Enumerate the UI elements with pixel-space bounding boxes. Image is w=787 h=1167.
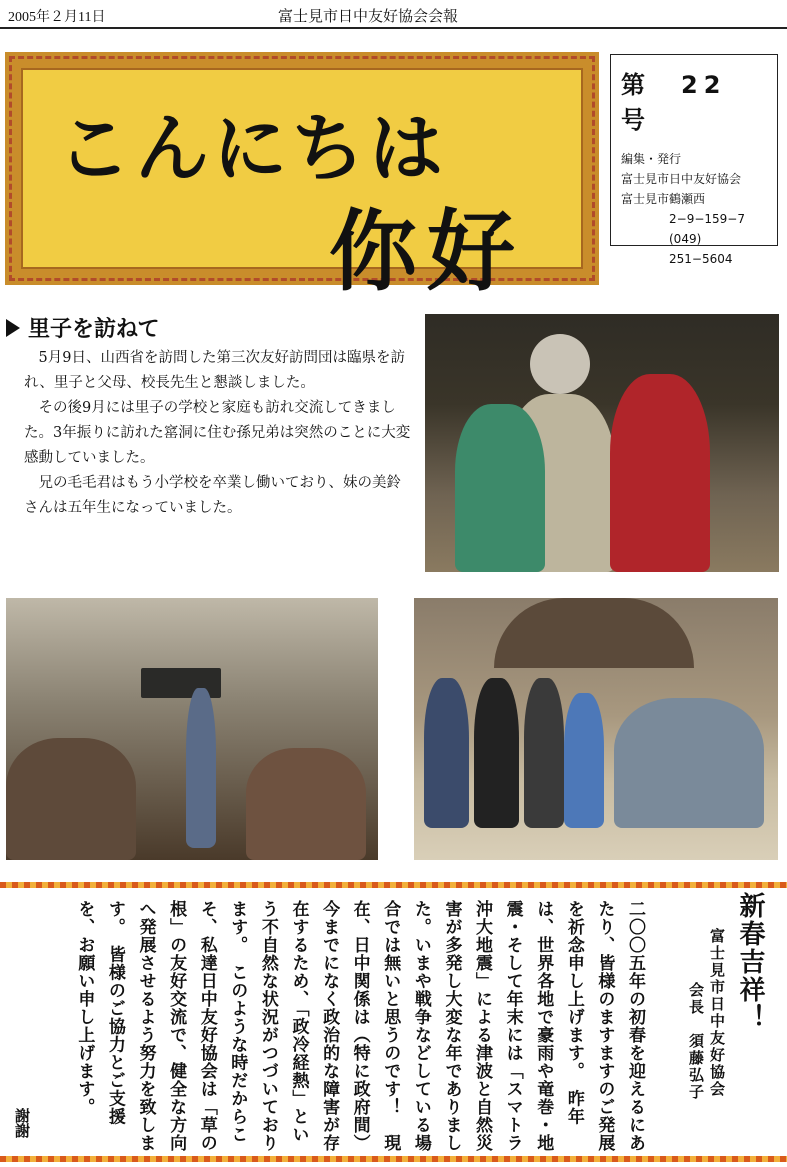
photo-figure <box>186 688 216 848</box>
newsletter-header <box>0 0 787 30</box>
publisher-line: 編集・発行 <box>621 152 682 166</box>
photo-visit-family <box>425 314 779 572</box>
newyear-signature <box>686 928 728 1158</box>
triangle-bullet-icon <box>6 319 20 337</box>
article-body <box>24 346 414 521</box>
publisher-line: 富士見市日中友好協会 <box>621 172 742 186</box>
publisher-line: (049) 251−5604 <box>669 232 733 266</box>
photo-figure <box>530 334 590 394</box>
photo-figure <box>455 404 545 572</box>
photo-figure <box>246 748 366 860</box>
newyear-closing: 謝謝 <box>13 1108 31 1138</box>
photo-figure <box>524 678 564 828</box>
photo-figure <box>564 693 604 828</box>
article-paragraph: 5月9日、山西省を訪問した第三次友好訪問団は臨県を訪れ、里子と父母、校長先生と懇談しました。 <box>24 350 405 391</box>
divider-bottom <box>0 1156 787 1162</box>
photo-figure <box>6 738 136 860</box>
newyear-heading: 新春吉祥！ <box>735 892 765 1032</box>
issue-date: 2005年２月11日 <box>8 10 106 25</box>
divider-top <box>0 882 787 888</box>
publisher-info <box>621 149 767 269</box>
issue-number: 第 22 号 <box>621 71 757 134</box>
photo-figure <box>474 678 519 828</box>
article-title: 里子を訪ねて <box>28 317 160 342</box>
photo-group <box>414 598 778 860</box>
photo-figure <box>614 698 764 828</box>
issue-info-box <box>610 54 778 266</box>
banner-panel <box>21 68 583 303</box>
newyear-message <box>14 900 650 1152</box>
header-rule <box>0 27 787 29</box>
article-paragraph: その後9月には里子の学校と家庭も訪れ交流してきました。3年振りに訪れた窰洞に住む孫兄弟は突然のことに大変感動していました。 <box>24 400 411 466</box>
organization-name: 富士見市日中友好協会 <box>708 928 726 1098</box>
photo-figure <box>494 598 694 668</box>
photo-classroom <box>6 598 378 860</box>
title-banner <box>5 52 599 303</box>
photo-figure <box>610 374 710 572</box>
article-paragraph: 兄の毛毛君はもう小学校を卒業し働いており、妹の美鈴さんは五年生になっていました。 <box>24 475 401 516</box>
banner-greeting-japanese: こんにちは <box>57 106 447 192</box>
publisher-line: 富士見市鶴瀬西 <box>621 192 706 206</box>
newsletter-title: 富士見市日中友好協会会報 <box>278 7 459 25</box>
banner-greeting-chinese: 你好 <box>329 199 526 303</box>
photo-figure <box>424 678 469 828</box>
newyear-message-text: 二〇〇五年の初春を迎えるにあたり、皆様のますますのご発展を祈念申し上げます。 昨年は、世界各地で豪雨や竜巻・地震・そして年末には「スマトラ沖大地震」による津波と自然災害が多発し大変な年でありました。いまや戦争などしている場合では無いと思うのです！ 現在、日中関係は（特に政府間）今までになく政治的な障害が存在するため、「政冷経熱」という不自然な状況がつづいております。 このような時だからこそ、私達日中友好協会は「草の根」の友好交流で、健全な方向へ発展させるよう努力を致します。 皆様のご協力とご支援を、お願い申し上げます。 <box>74 900 645 1152</box>
publisher-line: 2−9−159−7 <box>669 212 745 226</box>
president-name: 会長 須藤弘子 <box>687 982 705 1101</box>
article-heading <box>6 312 159 343</box>
